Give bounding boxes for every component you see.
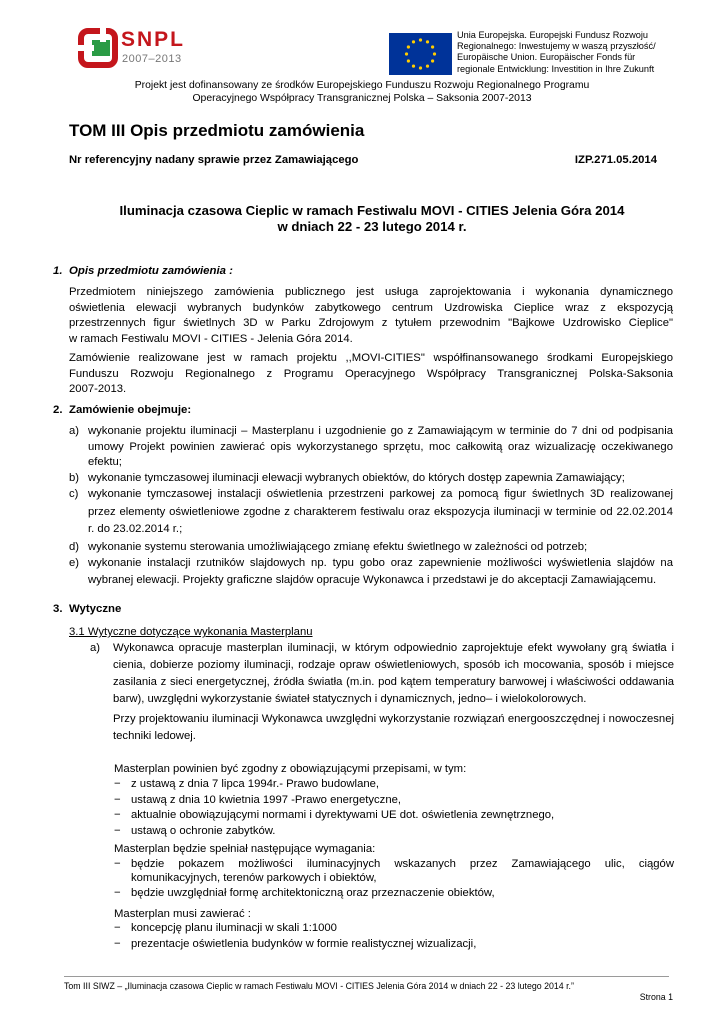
footer-text: Tom III SIWZ – „Iluminacja czasowa Cieplic w ramach Festiwalu MOVI - CITIES Jelenia Góra 2014 w dniach 22 - 23 lutego 2014 r.”	[64, 981, 574, 991]
requirements-intro: Masterplan będzie spełniał następujące wymagania:	[114, 843, 376, 855]
funding-info-line: Operacyjnego Współpracy Transgranicznej Polska – Saksonia 2007-2013	[192, 93, 532, 104]
list-item-text: wykonanie tymczasowej iluminacji elewacji wybranych obiektów, do których dostęp zapewnia Zamawiający;	[88, 471, 625, 484]
main-title-line: w dniach 22 - 23 lutego 2014 r.	[277, 219, 467, 234]
list-marker: b)	[69, 471, 80, 484]
list-item-text: ustawą o ochronie zabytków.	[131, 824, 276, 837]
list-marker: d)	[69, 540, 80, 553]
tom-title: TOM III Opis przedmiotu zamówienia	[69, 121, 365, 140]
list-item	[69, 471, 673, 487]
list-marker: e)	[69, 556, 80, 569]
dash-marker: −	[114, 778, 121, 790]
page-number: Strona 1	[639, 992, 673, 1002]
main-title-line: Iluminacja czasowa Cieplic w ramach Festiwalu MOVI - CITIES Jelenia Góra 2014	[119, 203, 625, 218]
eu-fund-text	[457, 30, 687, 75]
section-heading-text: Zamówienie obejmuje:	[69, 404, 192, 416]
dash-marker: −	[114, 922, 121, 934]
dash-marker: −	[114, 824, 121, 837]
list-item	[69, 424, 673, 471]
list-item-text: prezentacje oświetlenia budynków w formie realistycznej wizualizacji,	[131, 937, 477, 950]
requirements-list	[114, 857, 674, 900]
subsection-3-1-title: 3.1 Wytyczne dotyczące wykonania Masterplanu	[69, 626, 313, 638]
eu-line: Europäische Union. Europäischer Fonds für	[457, 52, 636, 63]
list-item-text: wykonanie instalacji rzutników slajdowych np. typu gobo oraz zapewnienie możliwości wyświetlenia slajdów na wybranej elewacji. Projekty graficzne slajdów opracuje Wykonawca i przedstawi je do akceptacji Zamawiającemu.	[88, 556, 673, 586]
section-heading-text: Wytyczne	[69, 603, 122, 615]
text-line: w ramach Festiwalu MOVI - CITIES - Jelenia Góra 2014.	[69, 332, 353, 345]
eu-line: Regionalnego: Inwestujemy w waszą przyszłość/	[457, 41, 656, 52]
list-item-text: ustawą z dnia 10 kwietnia 1997 -Prawo energetyczne,	[131, 793, 402, 806]
text-line: przestrzennych figur świetlnych 3D w Parku Zdrojowym z tytułem przewodnim "Bajkowe Uzdrowisko Cieplice"	[69, 317, 673, 329]
snpl-years: 2007–2013	[122, 53, 182, 65]
list-item	[114, 808, 674, 824]
reference-number: IZP.271.05.2014	[574, 154, 657, 166]
list-item-text: wykonanie systemu sterowania umożliwiającego zmianę efektu świetlnego w zależności od potrzeb;	[88, 540, 588, 553]
list-item-text: wykonanie projektu iluminacji – Masterplanu i uzgodnienie go z Zamawiającym w terminie do 7 dni od podpisania umowy Projekt powinien zawierać opis wykorzystanego sprzętu, moc całkowitą oraz wizualizację oczekiwanego efektu;	[88, 425, 673, 468]
content-list	[114, 921, 674, 952]
snpl-logo	[78, 26, 196, 70]
text-line: 2007-2013.	[69, 383, 127, 395]
main-title	[60, 203, 684, 235]
section-1-paragraph-2	[69, 351, 673, 398]
section-number: 3.	[53, 603, 63, 615]
list-marker: a)	[90, 642, 101, 654]
dash-marker: −	[114, 793, 121, 806]
list-marker: a)	[69, 425, 80, 437]
section-heading-text: Opis przedmiotu zamówienia :	[69, 265, 233, 277]
list-item	[114, 824, 674, 840]
dash-marker: −	[114, 887, 121, 899]
list-item	[69, 555, 673, 590]
dash-marker: −	[114, 858, 121, 870]
section-number: 2.	[53, 404, 63, 416]
list-item	[114, 777, 674, 793]
footer-divider	[64, 976, 669, 977]
section-2-heading	[53, 404, 191, 416]
law-list	[114, 777, 674, 839]
text-line: Funduszu Rozwoju Regionalnego z Programu Operacyjnego Współpracy Transgranicznej Polska-Saksonia	[69, 367, 673, 380]
list-item	[114, 857, 674, 885]
law-intro: Masterplan powinien być zgodny z obowiązującymi przepisami, w tym:	[114, 763, 467, 775]
text-line: oświetlenia elewacji wybranych budynków zabytkowego centrum Uzdrowiska Cieplice wraz z ekspozycją	[69, 301, 673, 314]
content-intro: Masterplan musi zawierać :	[114, 908, 251, 920]
snpl-emblem-icon	[78, 28, 118, 68]
funding-info-line: Projekt jest dofinansowany ze środków Europejskiego Funduszu Rozwoju Regionalnego Programu	[134, 80, 590, 91]
snpl-logo-text: SNPL	[121, 28, 186, 51]
reference-row	[69, 154, 657, 166]
list-marker: c)	[69, 488, 79, 500]
list-item-text: będzie uwzględniał formę architektoniczną oraz przeznaczenie obiektów,	[131, 887, 495, 899]
section-1-paragraph-1	[69, 285, 673, 347]
list-item-text: z ustawą z dnia 7 lipca 1994r.- Prawo budowlane,	[131, 778, 380, 790]
scope-list	[69, 424, 673, 590]
text-line: Przedmiotem niniejszego zamówienia publicznego jest usługa zaprojektowania i wykonania dynamicznego	[69, 286, 673, 298]
text-line: Zamówienie realizowane jest w ramach projektu ,,MOVI-CITIES" współfinansowanego środkami Europejskiego	[69, 352, 673, 364]
list-item	[114, 921, 674, 937]
eu-line: regionale Entwicklung: Investition in Ihre Zukunft	[457, 63, 655, 74]
section-1-heading	[53, 265, 233, 277]
dash-marker: −	[114, 809, 121, 821]
list-item-text: będzie pokazem możliwości iluminacyjnych wskazanych przez Zamawiającego ulic, ciągów komunikacyjnych, terenów parkowych i obiektów,	[131, 858, 674, 884]
reference-label: Nr referencyjny nadany sprawie przez Zamawiającego	[69, 154, 359, 166]
eu-line: Unia Europejska. Europejski Fundusz Rozwoju	[457, 30, 648, 40]
list-item	[114, 793, 674, 809]
dash-marker: −	[114, 937, 121, 950]
item-a-extra: Przy projektowaniu iluminacji Wykonawca uwzględni wykorzystanie rozwiązań energooszczędnej i nowoczesnej techniki ledowej.	[113, 713, 674, 742]
list-item-text: koncepcję planu iluminacji w skali 1:1000	[131, 922, 337, 934]
item-a-text: Wykonawca opracuje masterplan iluminacji, w którym odpowiednio zaprojektuje efekt wywołany grą światła i cienia, dobierze poziomy iluminacji, rodzaje opraw oświetleniowych, sposób ich mocowania, sposób i miejsce zasilania z sieci energetycznej, źródła światła (m.in. pod kątem temperatury barwowej i właściwości oddawania barw), uwzględni wykorzystanie świateł statycznych i dynamicznych, jedno– i wielokolorowych.	[113, 642, 674, 705]
list-item	[114, 886, 674, 900]
list-item-text: aktualnie obowiązującymi normami i dyrektywami UE dot. oświetlenia zewnętrznego,	[131, 809, 555, 821]
masterplan-item-a	[90, 640, 674, 745]
item-a-paragraph	[90, 640, 674, 708]
funding-info	[60, 79, 664, 105]
eu-flag-icon	[389, 33, 452, 75]
section-number: 1.	[53, 265, 63, 277]
list-item-text: wykonanie tymczasowej instalacji oświetlenia przestrzeni parkowej za pomocą figur świetlnych 3D realizowanej przez elementy oświetleniowe zgodne z charakterem festiwalu oraz ekspozycja iluminacji w terminie od 22.02.2014 r. do 23.02.2014 r.;	[88, 488, 673, 535]
list-item	[69, 539, 673, 555]
list-item	[114, 937, 674, 953]
list-item	[69, 486, 673, 539]
section-3-heading	[53, 603, 121, 615]
